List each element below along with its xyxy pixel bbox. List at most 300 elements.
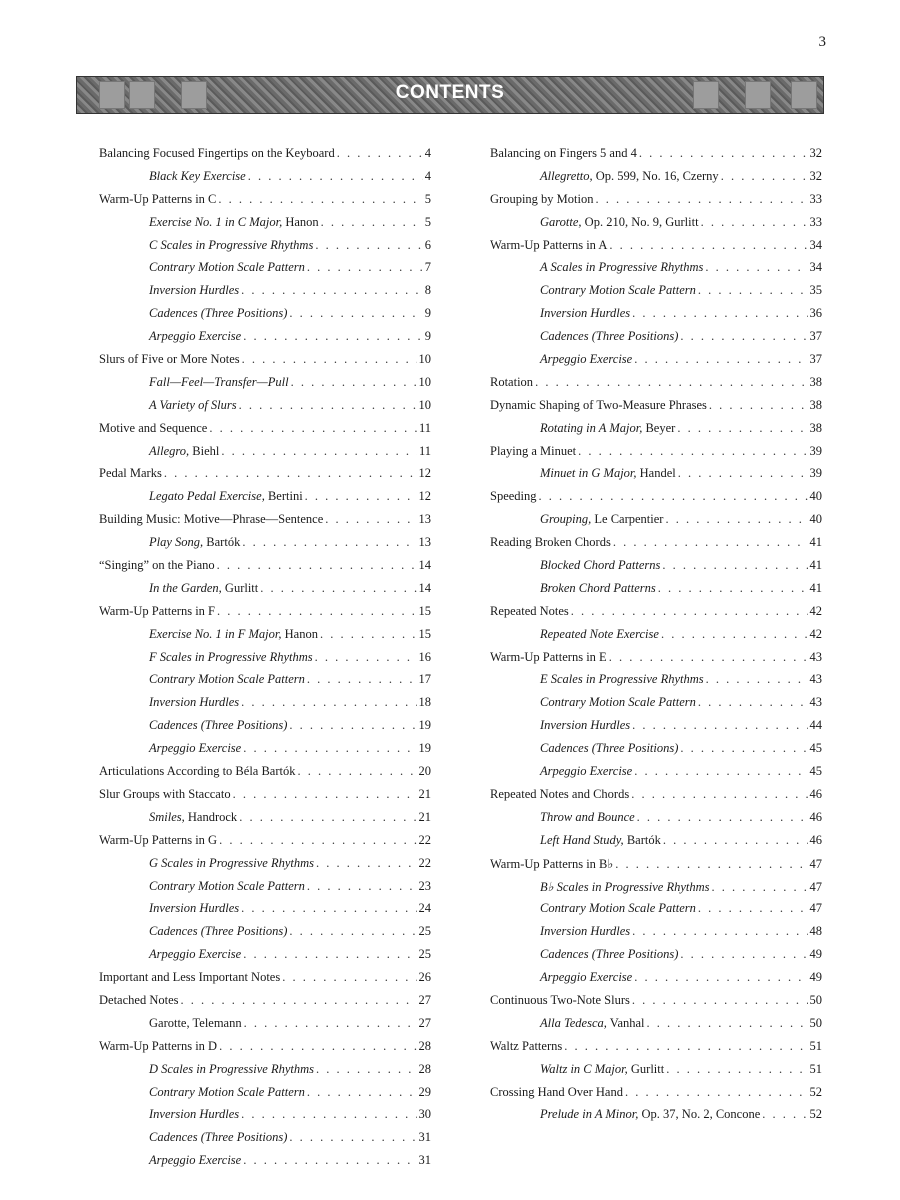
- dot-leader: [291, 375, 417, 390]
- toc-page-number: 46: [809, 809, 822, 824]
- dot-leader: [307, 260, 423, 275]
- toc-entry-italic-title: Play Song,: [149, 535, 204, 550]
- toc-entry: [490, 444, 822, 467]
- dot-leader: [634, 764, 807, 779]
- toc-entry-title: [540, 970, 632, 985]
- toc-page-number: 43: [809, 649, 822, 664]
- toc-page-number: 47: [809, 856, 822, 871]
- toc-entry-text: Op. 37, No. 2, Concone: [638, 1107, 761, 1122]
- dot-leader: [242, 352, 417, 367]
- dot-leader: [631, 787, 807, 802]
- toc-entry-italic-title: Minuet in G Major,: [540, 466, 637, 481]
- toc-entry-italic-title: A Variety of Slurs: [149, 397, 237, 412]
- toc-entry: [490, 1039, 822, 1062]
- toc-entry: [490, 146, 822, 169]
- toc-page-number: 46: [809, 786, 822, 801]
- toc-subentry: [490, 1016, 822, 1039]
- toc-entry-title: [540, 558, 660, 573]
- toc-entry-italic-title: Inversion Hurdles: [540, 718, 631, 733]
- dot-leader: [243, 741, 416, 756]
- toc-page-number: 5: [424, 191, 431, 206]
- toc-entry-italic-title: F Scales in Progressive Rhythms: [149, 649, 313, 664]
- toc-entry-title: [149, 215, 319, 230]
- toc-entry-title: [540, 215, 699, 230]
- toc-entry-title: [540, 764, 632, 779]
- toc-entry-italic-title: Contrary Motion Scale Pattern: [149, 260, 305, 275]
- toc-subentry: [99, 856, 431, 879]
- toc-page-number: 51: [809, 1061, 822, 1076]
- dot-leader: [632, 306, 807, 321]
- toc-page-number: 52: [809, 1084, 822, 1099]
- toc-entry-text: Biehl: [189, 443, 220, 458]
- toc-entry-title: [149, 1107, 239, 1122]
- toc-subentry: [99, 901, 431, 924]
- toc-entry-title: [490, 375, 533, 390]
- toc-entry-text: Beyer: [642, 420, 676, 435]
- dot-leader: [180, 993, 416, 1008]
- toc-page-number: 48: [809, 924, 822, 939]
- toc-subentry: [490, 329, 822, 352]
- toc-entry-title: [540, 169, 719, 184]
- toc-entry-italic-title: Left Hand Study,: [540, 832, 624, 847]
- dot-leader: [677, 421, 807, 436]
- toc-page-number: 49: [809, 970, 822, 985]
- toc-entry-title: [540, 283, 696, 298]
- toc-entry-title: [540, 1107, 760, 1122]
- toc-entry-title: [149, 947, 241, 962]
- toc-page-number: 50: [809, 992, 822, 1007]
- toc-page-number: 31: [418, 1130, 431, 1145]
- toc-entry-italic-title: Allegro,: [149, 443, 190, 458]
- toc-entry-text: Motive and Sequence: [99, 420, 208, 435]
- toc-entry-title: [149, 260, 305, 275]
- toc-entry-italic-title: Contrary Motion Scale Pattern: [540, 283, 696, 298]
- toc-subentry: [99, 329, 431, 352]
- toc-entry-text: Gurlitt: [627, 1061, 665, 1076]
- toc-subentry: [490, 306, 822, 329]
- toc-subentry: [99, 627, 431, 650]
- contents-banner: [76, 76, 824, 114]
- toc-entry: [490, 1085, 822, 1108]
- toc-entry-italic-title: Repeated Note Exercise: [540, 626, 659, 641]
- toc-entry: [490, 238, 822, 261]
- toc-page-number: 25: [418, 947, 431, 962]
- dot-leader: [289, 1130, 416, 1145]
- toc-entry: [490, 856, 822, 879]
- dot-leader: [241, 695, 416, 710]
- toc-page-number: 4: [424, 146, 431, 160]
- dot-leader: [678, 466, 808, 481]
- toc-entry-text: Detached Notes: [99, 992, 179, 1007]
- dot-leader: [609, 650, 808, 665]
- toc-page-number: 11: [418, 420, 431, 435]
- toc-entry-italic-title: Arpeggio Exercise: [540, 764, 633, 779]
- toc-subentry: [490, 672, 822, 695]
- toc-entry-text: Warm-Up Patterns in A: [490, 237, 608, 252]
- toc-subentry: [490, 970, 822, 993]
- toc-entry-title: [99, 421, 207, 436]
- toc-entry-text: Op. 599, No. 16, Czerny: [592, 168, 719, 183]
- toc-entry-title: [540, 672, 704, 687]
- toc-subentry: [490, 466, 822, 489]
- toc-entry-text: Garotte, Telemann: [149, 1015, 242, 1030]
- toc-entry-italic-title: C Scales in Progressive Rhythms: [149, 237, 314, 252]
- toc-subentry: [490, 879, 822, 902]
- toc-entry-title: [490, 238, 607, 253]
- toc-subentry: [490, 1062, 822, 1085]
- toc-entry-title: [540, 1062, 664, 1077]
- dot-leader: [698, 901, 808, 916]
- dot-leader: [639, 146, 808, 161]
- toc-entry-title: [490, 444, 576, 459]
- dot-leader: [297, 764, 416, 779]
- toc-entry-italic-title: Contrary Motion Scale Pattern: [149, 878, 305, 893]
- toc-entry-title: [540, 879, 710, 895]
- toc-page-number: 37: [809, 329, 822, 344]
- dot-leader: [305, 489, 417, 504]
- toc-page-number: 9: [424, 306, 431, 321]
- toc-entry-title: [149, 627, 318, 642]
- toc-entry-title: [149, 1085, 305, 1100]
- toc-subentry: [490, 764, 822, 787]
- dot-leader: [632, 718, 807, 733]
- toc-subentry: [490, 695, 822, 718]
- toc-entry-title: [540, 947, 678, 962]
- toc-entry: [490, 650, 822, 673]
- dot-leader: [535, 375, 807, 390]
- dot-leader: [243, 1153, 416, 1168]
- toc-page-number: 42: [809, 603, 822, 618]
- dot-leader: [233, 787, 417, 802]
- toc-page-number: 35: [809, 283, 822, 298]
- dot-leader: [539, 489, 808, 504]
- toc-page-number: 33: [809, 214, 822, 229]
- toc-entry-italic-title: Alla Tedesca,: [540, 1015, 607, 1030]
- toc-entry-title: [490, 604, 569, 619]
- toc-entry-italic-title: Blocked Chord Patterns: [540, 558, 661, 573]
- toc-subentry: [99, 924, 431, 947]
- toc-page-number: 6: [424, 237, 431, 252]
- toc-entry-italic-title: Garotte,: [540, 214, 582, 229]
- toc-entry-italic-title: Allegretto,: [540, 168, 593, 183]
- toc-subentry: [99, 741, 431, 764]
- toc-subentry: [99, 283, 431, 306]
- toc-entry-title: [540, 901, 696, 916]
- toc-entry-title: [490, 1039, 562, 1054]
- dot-leader: [658, 581, 808, 596]
- dot-leader: [609, 238, 807, 253]
- toc-entry-title: [490, 993, 630, 1008]
- toc-entry-title: [99, 192, 216, 207]
- toc-entry-text: “Singing” on the Piano: [99, 558, 215, 573]
- toc-entry-text: Playing a Minuet: [490, 443, 577, 458]
- toc-entry-italic-title: Cadences (Three Positions): [149, 924, 288, 939]
- toc-entry-title: [149, 329, 241, 344]
- toc-entry-text: Repeated Notes: [490, 603, 569, 618]
- toc-page-number: 30: [418, 1107, 431, 1122]
- dot-leader: [615, 857, 807, 872]
- toc-subentry: [490, 718, 822, 741]
- dot-leader: [337, 146, 423, 161]
- dot-leader: [218, 192, 422, 207]
- toc-entry-italic-title: Exercise No. 1 in F Major,: [149, 626, 282, 641]
- toc-subentry: [99, 398, 431, 421]
- toc-entry: [99, 466, 431, 489]
- toc-entry-italic-title: Cadences (Three Positions): [540, 329, 679, 344]
- toc-subentry: [490, 512, 822, 535]
- dot-leader: [647, 1016, 808, 1031]
- dot-leader: [321, 215, 423, 230]
- toc-entry: [490, 787, 822, 810]
- toc-entry-italic-title: Inversion Hurdles: [149, 695, 240, 710]
- toc-entry-title: [149, 1062, 314, 1077]
- toc-page-number: 47: [809, 879, 822, 894]
- dot-leader: [241, 283, 423, 298]
- toc-entry-italic-title: Rotating in A Major,: [540, 420, 643, 435]
- toc-page-number: 15: [418, 603, 431, 618]
- toc-entry-text: Speeding: [490, 489, 537, 504]
- toc-subentry: [490, 627, 822, 650]
- toc-subentry: [99, 650, 431, 673]
- toc-page-number: 31: [418, 1153, 431, 1168]
- toc-page-number: 14: [418, 580, 431, 595]
- toc-entry-title: [540, 1016, 645, 1031]
- toc-entry-text: Important and Less Important Notes: [99, 970, 281, 985]
- toc-entry-text: Warm-Up Patterns in F: [99, 603, 215, 618]
- toc-subentry: [99, 718, 431, 741]
- toc-subentry: [99, 375, 431, 398]
- toc-entry-title: [149, 283, 239, 298]
- toc-subentry: [490, 352, 822, 375]
- toc-page-number: 43: [809, 695, 822, 710]
- toc-entry-title: [490, 192, 593, 207]
- toc-entry-title: [540, 695, 696, 710]
- toc-entry-italic-title: Cadences (Three Positions): [149, 718, 288, 733]
- toc-entry-title: [149, 581, 258, 596]
- toc-entry-title: [149, 672, 305, 687]
- toc-page-number: 18: [418, 695, 431, 710]
- toc-entry-italic-title: Cadences (Three Positions): [540, 741, 679, 756]
- toc-entry-text: Warm-Up Patterns in B♭: [490, 856, 614, 871]
- toc-page-number: 4: [424, 168, 431, 183]
- toc-page-number: 27: [418, 992, 431, 1007]
- toc-entry-italic-title: E Scales in Progressive Rhythms: [540, 672, 704, 687]
- dot-leader: [709, 398, 808, 413]
- toc-entry: [99, 970, 431, 993]
- contents-title: CONTENTS: [395, 82, 505, 103]
- toc-entry: [490, 489, 822, 512]
- dot-leader: [219, 1039, 416, 1054]
- toc-subentry: [99, 238, 431, 261]
- toc-entry: [99, 604, 431, 627]
- dot-leader: [316, 856, 416, 871]
- toc-entry-text: Bertini: [264, 489, 303, 504]
- toc-page-number: 7: [424, 260, 431, 275]
- dot-leader: [289, 718, 416, 733]
- toc-entry-title: [490, 787, 629, 802]
- toc-page-number: 38: [809, 397, 822, 412]
- dot-leader: [666, 1062, 807, 1077]
- toc-page-number: 19: [418, 718, 431, 733]
- toc-subentry: [490, 924, 822, 947]
- toc-entry: [99, 512, 431, 535]
- dot-leader: [662, 558, 807, 573]
- toc-page-number: 47: [809, 901, 822, 916]
- toc-entry-title: [540, 810, 635, 825]
- toc-entry-text: Hanon: [282, 214, 319, 229]
- toc-entry-title: [149, 1153, 241, 1168]
- toc-entry: [99, 558, 431, 581]
- dot-leader: [698, 695, 808, 710]
- dot-leader: [320, 627, 417, 642]
- toc-subentry: [99, 947, 431, 970]
- toc-page-number: 24: [418, 901, 431, 916]
- toc-entry: [490, 993, 822, 1016]
- toc-entry-title: [149, 901, 239, 916]
- toc-page-number: 40: [809, 512, 822, 527]
- toc-page-number: 21: [418, 786, 431, 801]
- toc-entry-text: Continuous Two-Note Slurs: [490, 992, 630, 1007]
- dot-leader: [762, 1107, 807, 1122]
- toc-entry-text: Warm-Up Patterns in C: [99, 191, 217, 206]
- toc-entry-italic-title: Arpeggio Exercise: [149, 329, 242, 344]
- toc-entry-title: [540, 741, 678, 756]
- toc-page-number: 29: [418, 1084, 431, 1099]
- toc-subentry: [99, 306, 431, 329]
- toc-page-number: 12: [418, 489, 431, 504]
- toc-entry-title: [149, 375, 289, 390]
- toc-entry-title: [490, 489, 537, 504]
- dot-leader: [209, 421, 417, 436]
- toc-entry-text: Warm-Up Patterns in G: [99, 832, 218, 847]
- toc-page-number: 39: [809, 443, 822, 458]
- toc-entry-text: Slurs of Five or More Notes: [99, 352, 240, 367]
- dot-leader: [217, 604, 417, 619]
- toc-subentry: [99, 810, 431, 833]
- toc-entry-title: [490, 398, 707, 413]
- toc-entry-title: [149, 924, 287, 939]
- toc-page-number: 26: [418, 970, 431, 985]
- toc-subentry: [99, 169, 431, 192]
- toc-entry-title: [149, 856, 314, 871]
- toc-entry-title: [149, 444, 219, 459]
- toc-entry: [99, 993, 431, 1016]
- toc-entry-italic-title: Cadences (Three Positions): [540, 947, 679, 962]
- toc-page-number: 39: [809, 466, 822, 481]
- dot-leader: [637, 810, 808, 825]
- dot-leader: [613, 535, 808, 550]
- toc-page-number: 11: [418, 443, 431, 458]
- toc-page-number: 38: [809, 374, 822, 389]
- toc-entry-italic-title: B♭ Scales in Progressive Rhythms: [540, 879, 710, 894]
- toc-entry-text: Reading Broken Chords: [490, 535, 611, 550]
- toc-subentry: [99, 695, 431, 718]
- page-number: 3: [818, 34, 826, 50]
- toc-entry-title: [149, 1016, 242, 1031]
- dot-leader: [632, 924, 807, 939]
- toc-page-number: 25: [418, 924, 431, 939]
- toc-entry-text: Op. 210, No. 9, Gurlitt: [581, 214, 699, 229]
- toc-page-number: 32: [809, 168, 822, 183]
- toc-entry-italic-title: Throw and Bounce: [540, 809, 635, 824]
- toc-entry-italic-title: A Scales in Progressive Rhythms: [540, 260, 704, 275]
- toc-entry-text: Bartók: [203, 535, 241, 550]
- dot-leader: [680, 741, 807, 756]
- toc-subentry: [99, 672, 431, 695]
- dot-leader: [248, 169, 423, 184]
- toc-page-number: 44: [809, 718, 822, 733]
- toc-entry-italic-title: Prelude in A Minor,: [540, 1107, 639, 1122]
- toc-entry-title: [149, 1130, 287, 1145]
- toc-entry-title: [540, 466, 676, 481]
- toc-entry-title: [99, 1039, 217, 1054]
- toc-entry-text: Articulations According to Béla Bartók: [99, 764, 296, 779]
- toc-entry-title: [99, 764, 295, 779]
- toc-page-number: 10: [418, 397, 431, 412]
- toc-entry-title: [540, 352, 632, 367]
- toc-entry-italic-title: Cadences (Three Positions): [149, 1130, 288, 1145]
- toc-subentry: [490, 581, 822, 604]
- dot-leader: [680, 947, 807, 962]
- toc-entry-italic-title: Smiles,: [149, 809, 185, 824]
- toc-entry-title: [149, 810, 237, 825]
- toc-entry-title: [149, 398, 237, 413]
- toc-entry: [99, 192, 431, 215]
- toc-entry-text: Gurlitt: [221, 580, 259, 595]
- toc-page-number: 17: [418, 672, 431, 687]
- toc-entry-italic-title: Arpeggio Exercise: [540, 970, 633, 985]
- dot-leader: [706, 672, 808, 687]
- dot-leader: [680, 329, 807, 344]
- toc-page-number: 23: [418, 878, 431, 893]
- toc-entry-text: Warm-Up Patterns in D: [99, 1038, 218, 1053]
- toc-subentry: [99, 1062, 431, 1085]
- dot-leader: [315, 238, 422, 253]
- toc-entry-title: [540, 329, 678, 344]
- toc-page-number: 42: [809, 626, 822, 641]
- dot-leader: [315, 650, 417, 665]
- toc-entry-italic-title: Arpeggio Exercise: [149, 1153, 242, 1168]
- dot-leader: [634, 970, 807, 985]
- dot-leader: [721, 169, 808, 184]
- dot-leader: [705, 260, 807, 275]
- toc-entry-text: Building Music: Motive—Phrase—Sentence: [99, 512, 324, 527]
- toc-entry-title: [99, 993, 178, 1008]
- toc-page-number: 28: [418, 1061, 431, 1076]
- toc-entry-title: [99, 833, 217, 848]
- toc-entry-italic-title: Inversion Hurdles: [149, 901, 240, 916]
- toc-entry-italic-title: Inversion Hurdles: [540, 306, 631, 321]
- toc-page-number: 45: [809, 764, 822, 779]
- toc-page-number: 13: [418, 535, 431, 550]
- dot-leader: [316, 1062, 416, 1077]
- toc-entry: [99, 421, 431, 444]
- toc-subentry: [490, 169, 822, 192]
- toc-entry-italic-title: Inversion Hurdles: [149, 1107, 240, 1122]
- toc-page-number: 43: [809, 672, 822, 687]
- toc-entry-italic-title: D Scales in Progressive Rhythms: [149, 1061, 315, 1076]
- toc-entry-text: Balancing on Fingers 5 and 4: [490, 146, 637, 160]
- toc-subentry: [490, 215, 822, 238]
- toc-entry-text: Bartók: [623, 832, 661, 847]
- toc-page-number: 51: [809, 1038, 822, 1053]
- toc-entry-italic-title: Black Key Exercise: [149, 168, 246, 183]
- toc-entry-title: [149, 169, 246, 184]
- toc-subentry: [490, 260, 822, 283]
- toc-entry-title: [149, 306, 287, 321]
- toc-entry-title: [99, 558, 215, 573]
- dot-leader: [325, 512, 416, 527]
